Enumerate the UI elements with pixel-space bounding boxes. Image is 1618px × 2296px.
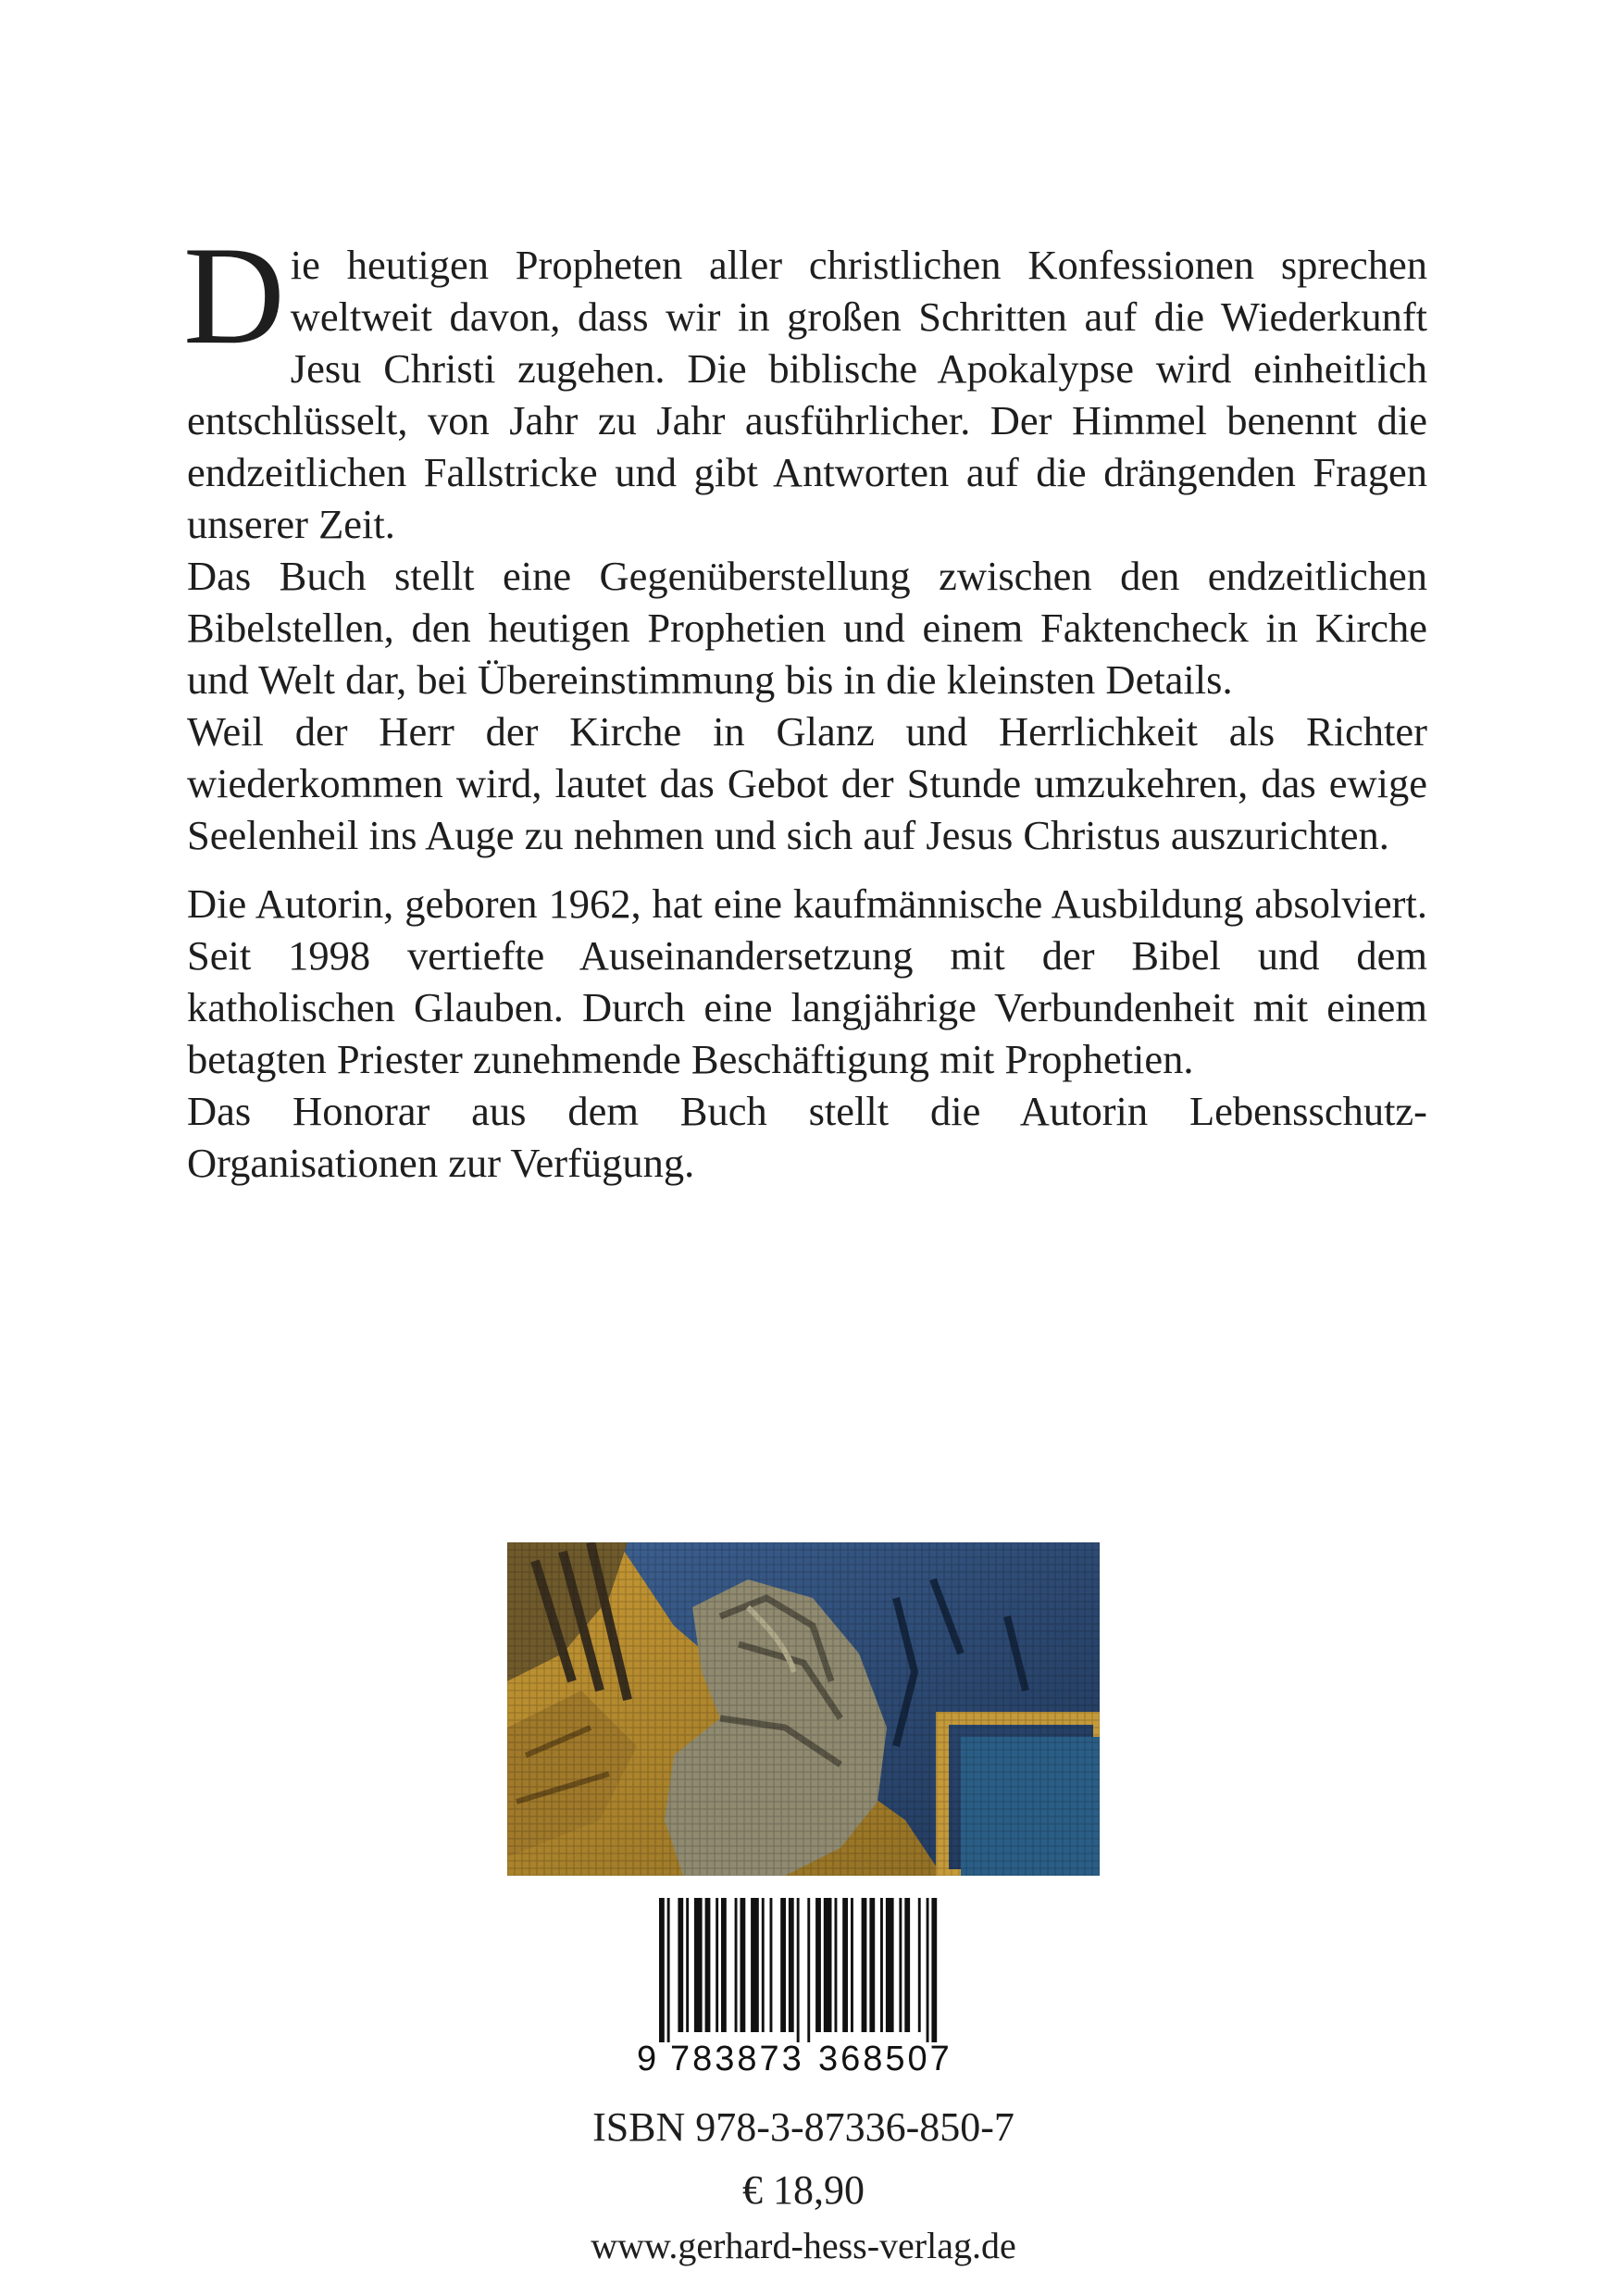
barcode-bar (842, 1898, 848, 2032)
barcode-bar (694, 1898, 703, 2032)
barcode-bar (807, 1898, 810, 2042)
barcode-bar (678, 1898, 683, 2032)
barcode-bar (716, 1898, 718, 2032)
barcode-bar (927, 1898, 929, 2042)
barcode-bar (918, 1898, 921, 2032)
barcode-bar (705, 1898, 711, 2032)
publisher-website: www.gerhard-hess-verlag.de (591, 2225, 1016, 2266)
blurb-paragraph-2: Das Buch stellt eine Gegenüberstellung zwischen den endzeitlichen Bibelstellen, den heutigen Prophetien und einem Faktencheck in Kirche und Welt dar, bei Übereinstimmung bis in die kleinsten Details. (187, 553, 1427, 703)
barcode-bar (735, 1898, 738, 2032)
barcode-bar (886, 1898, 894, 2032)
barcode-bar (835, 1898, 838, 2032)
barcode-bar (869, 1898, 875, 2032)
back-cover-text (183, 218, 1427, 1189)
isbn: ISBN 978-3-87336-850-7 (592, 2104, 1014, 2150)
blurb-paragraph-1 (183, 218, 1427, 550)
barcode-bar (667, 1898, 670, 2042)
barcode-bar (880, 1898, 883, 2032)
barcode-digits-left: 783873 (670, 2040, 804, 2078)
barcode-bar (931, 1898, 937, 2042)
barcode-bar (824, 1898, 832, 2032)
drop-cap: D (183, 218, 285, 373)
blurb-paragraph-1-text: ie heutigen Propheten aller christlichen Konfessionen sprechen weltweit davon, dass wir in großen Schritten auf die Wiederkunft Jesu Christi zugehen. Die biblische Apokalypse wird einheitlich entschlüsselt, von Jahr zu Jahr ausführlicher. Der Himmel benennt die endzeitlichen Fallstricke und gibt Antworten auf die drängenden Fragen unserer Zeit. (187, 242, 1427, 547)
barcode-bar (904, 1898, 910, 2032)
barcode-bar (789, 1898, 794, 2032)
barcode-bar (862, 1898, 867, 2032)
barcode-bar (659, 1898, 665, 2042)
barcode-bars (622, 1898, 992, 2046)
barcode-bar (780, 1898, 786, 2032)
author-bio-paragraph-2: Das Honorar aus dem Buch stellt die Autorin Lebensschutz-Organisationen zur Verfügung. (187, 1088, 1427, 1186)
barcode-digits-right: 368507 (818, 2040, 952, 2078)
barcode-bar (899, 1898, 902, 2032)
author-bio-paragraph-1: Die Autorin, geboren 1962, hat eine kaufmännische Ausbildung absolviert. Seit 1998 vertiefte Auseinandersetzung mit der Bibel und dem katholischen Glauben. Durch eine langjährige Verbundenheit mit einem betagten Priester zunehmende Beschäftigung mit Prophetien. (187, 880, 1427, 1082)
barcode-bar (851, 1898, 853, 2032)
barcode-bar (721, 1898, 727, 2032)
barcode-digits (622, 2040, 992, 2082)
barcode (622, 1898, 992, 2083)
price: € 18,90 (742, 2167, 865, 2213)
barcode-bar (815, 1898, 821, 2032)
barcode-bar (770, 1898, 773, 2032)
mosaic-image (507, 1542, 1100, 1876)
blurb-paragraph-3: Weil der Herr der Kirche in Glanz und Herrlichkeit als Richter wiederkommen wird, lautet das Gebot der Stunde umzukehren, das ewige Seelenheil ins Auge zu nehmen und sich auf Jesus Christus auszurichten. (187, 708, 1427, 858)
barcode-bar (797, 1898, 800, 2042)
barcode-bar (741, 1898, 746, 2032)
barcode-bar (751, 1898, 759, 2032)
barcode-bar (762, 1898, 765, 2032)
barcode-bar (686, 1898, 689, 2032)
barcode-digit-first: 9 (637, 2040, 657, 2078)
